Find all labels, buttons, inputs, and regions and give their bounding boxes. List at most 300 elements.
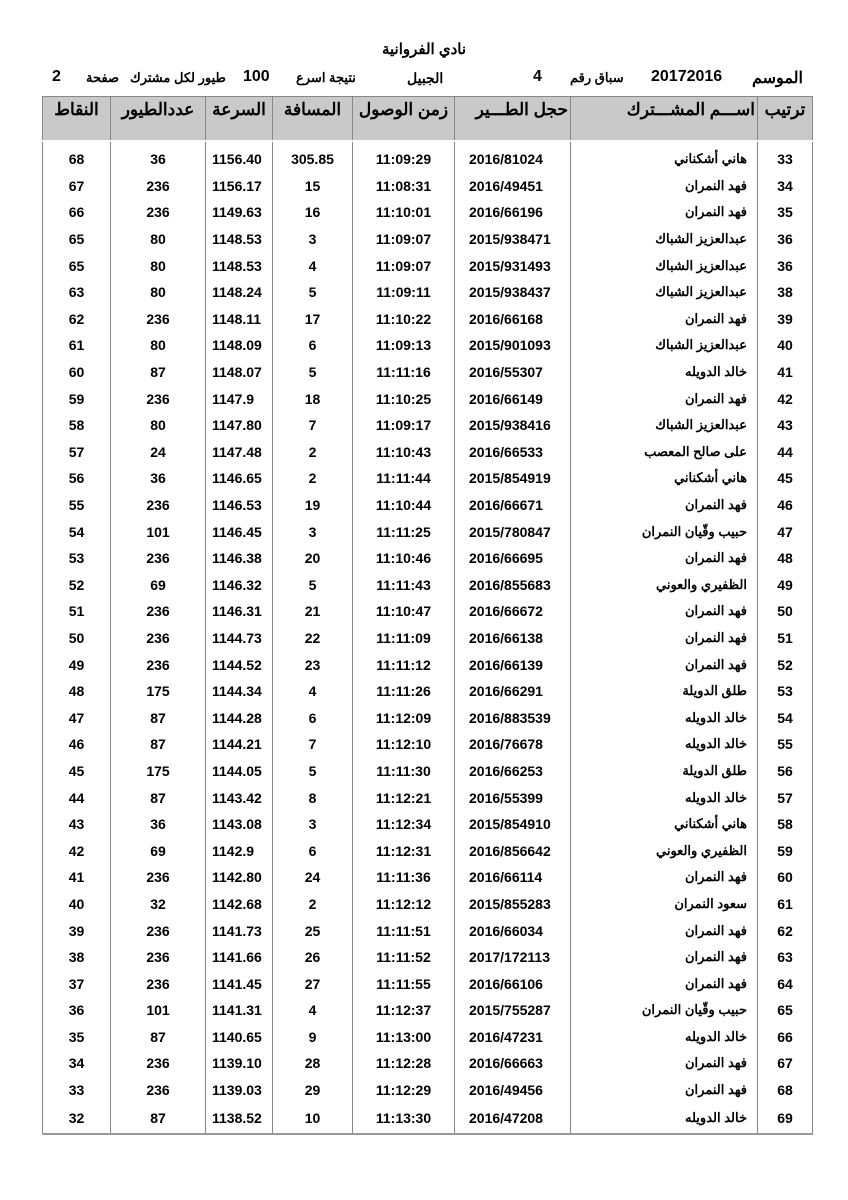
col-ring-number: حجل الطـــير	[455, 97, 571, 142]
rank-cell: 51	[758, 625, 813, 652]
rank-cell: 43	[758, 412, 813, 439]
ring-number-cell: 2015/938471	[455, 226, 571, 253]
table-row	[43, 598, 813, 625]
ring-number-cell: 2016/66168	[455, 306, 571, 333]
distance-cell: 29	[273, 1077, 353, 1104]
rank-cell: 44	[758, 439, 813, 466]
ring-number-cell: 2015/938437	[455, 279, 571, 306]
points-cell: 34	[43, 1050, 111, 1077]
points-cell: 54	[43, 518, 111, 545]
arrival-time-cell: 11:11:12	[353, 651, 455, 678]
arrival-time-cell: 11:12:37	[353, 997, 455, 1024]
bird-count-cell: 87	[111, 784, 206, 811]
distance-cell: 28	[273, 1050, 353, 1077]
speed-cell: 1139.10	[206, 1050, 273, 1077]
ring-number-cell: 2016/66671	[455, 492, 571, 519]
col-speed: السرعة	[206, 97, 273, 142]
speed-cell: 1139.03	[206, 1077, 273, 1104]
rank-cell: 49	[758, 572, 813, 599]
club-name: نادي الفروانية	[381, 41, 467, 58]
arrival-time-cell: 11:12:21	[353, 784, 455, 811]
arrival-time-cell: 11:12:10	[353, 731, 455, 758]
distance-cell: 16	[273, 199, 353, 226]
member-name-cell: عبدالعزيز الشباك	[571, 332, 758, 359]
rank-cell: 35	[758, 199, 813, 226]
table-row	[43, 146, 813, 173]
points-cell: 45	[43, 758, 111, 785]
table-row	[43, 332, 813, 359]
distance-cell: 26	[273, 944, 353, 971]
arrival-time-cell: 11:10:25	[353, 385, 455, 412]
distance-cell: 305.85	[273, 146, 353, 173]
points-cell: 55	[43, 492, 111, 519]
rank-cell: 48	[758, 545, 813, 572]
speed-cell: 1141.31	[206, 997, 273, 1024]
bird-count-cell: 236	[111, 917, 206, 944]
member-name-cell: فهد النمران	[571, 1077, 758, 1104]
ring-number-cell: 2016/66253	[455, 758, 571, 785]
speed-cell: 1148.53	[206, 226, 273, 253]
member-name-cell: فهد النمران	[571, 651, 758, 678]
race-number: 4	[533, 68, 542, 85]
points-cell: 53	[43, 545, 111, 572]
table-row	[43, 199, 813, 226]
distance-cell: 19	[273, 492, 353, 519]
speed-cell: 1143.08	[206, 811, 273, 838]
rank-cell: 69	[758, 1103, 813, 1134]
speed-cell: 1144.73	[206, 625, 273, 652]
distance-cell: 7	[273, 731, 353, 758]
member-name-cell: فهد النمران	[571, 917, 758, 944]
rank-cell: 54	[758, 704, 813, 731]
speed-cell: 1141.73	[206, 917, 273, 944]
arrival-time-cell: 11:11:09	[353, 625, 455, 652]
arrival-time-cell: 11:09:07	[353, 252, 455, 279]
member-name-cell: حبيب وقّيان النمران	[571, 518, 758, 545]
rank-cell: 64	[758, 970, 813, 997]
rank-cell: 68	[758, 1077, 813, 1104]
member-name-cell: هاني أشكناني	[571, 811, 758, 838]
arrival-time-cell: 11:11:25	[353, 518, 455, 545]
bird-count-cell: 87	[111, 359, 206, 386]
season-label: الموسم	[752, 70, 803, 87]
member-name-cell: فهد النمران	[571, 1050, 758, 1077]
member-name-cell: فهد النمران	[571, 306, 758, 333]
bird-count-cell: 69	[111, 572, 206, 599]
table-row	[43, 784, 813, 811]
member-name-cell: عبدالعزيز الشباك	[571, 226, 758, 253]
arrival-time-cell: 11:10:01	[353, 199, 455, 226]
member-name-cell: فهد النمران	[571, 385, 758, 412]
member-name-cell: فهد النمران	[571, 199, 758, 226]
member-name-cell: فهد النمران	[571, 944, 758, 971]
rank-cell: 33	[758, 146, 813, 173]
ring-number-cell: 2015/854919	[455, 465, 571, 492]
member-name-cell: فهد النمران	[571, 625, 758, 652]
points-cell: 62	[43, 306, 111, 333]
member-name-cell: فهد النمران	[571, 173, 758, 200]
rank-cell: 58	[758, 811, 813, 838]
member-name-cell: عبدالعزيز الشباك	[571, 412, 758, 439]
table-row	[43, 651, 813, 678]
speed-cell: 1146.53	[206, 492, 273, 519]
arrival-time-cell: 11:10:46	[353, 545, 455, 572]
bird-count-cell: 175	[111, 678, 206, 705]
speed-cell: 1144.28	[206, 704, 273, 731]
speed-cell: 1144.05	[206, 758, 273, 785]
bird-count-cell: 80	[111, 226, 206, 253]
table-row	[43, 970, 813, 997]
bird-count-cell: 80	[111, 279, 206, 306]
speed-cell: 1142.9	[206, 837, 273, 864]
bird-count-cell: 236	[111, 385, 206, 412]
member-name-cell: خالد الدويله	[571, 784, 758, 811]
points-cell: 67	[43, 173, 111, 200]
speed-cell: 1147.48	[206, 439, 273, 466]
fastest-value: 100	[243, 68, 270, 85]
ring-number-cell: 2016/66533	[455, 439, 571, 466]
rank-cell: 55	[758, 731, 813, 758]
points-cell: 56	[43, 465, 111, 492]
member-name-cell: على صالح المعصب	[571, 439, 758, 466]
bird-count-cell: 69	[111, 837, 206, 864]
member-name-cell: هاني أشكناني	[571, 465, 758, 492]
bird-count-cell: 236	[111, 545, 206, 572]
speed-cell: 1149.63	[206, 199, 273, 226]
bird-count-cell: 236	[111, 970, 206, 997]
table-row	[43, 252, 813, 279]
ring-number-cell: 2016/55399	[455, 784, 571, 811]
member-name-cell: هاني أشكناني	[571, 146, 758, 173]
race-location: الجبيل	[407, 70, 444, 86]
distance-cell: 18	[273, 385, 353, 412]
arrival-time-cell: 11:11:43	[353, 572, 455, 599]
points-cell: 59	[43, 385, 111, 412]
member-name-cell: فهد النمران	[571, 970, 758, 997]
bird-count-cell: 236	[111, 173, 206, 200]
bird-count-cell: 236	[111, 651, 206, 678]
rank-cell: 41	[758, 359, 813, 386]
member-name-cell: الظفيري والعوني	[571, 837, 758, 864]
speed-cell: 1141.45	[206, 970, 273, 997]
distance-cell: 4	[273, 252, 353, 279]
distance-cell: 6	[273, 332, 353, 359]
points-cell: 42	[43, 837, 111, 864]
ring-number-cell: 2015/854910	[455, 811, 571, 838]
speed-cell: 1140.65	[206, 1024, 273, 1051]
table-row	[43, 1024, 813, 1051]
points-cell: 58	[43, 412, 111, 439]
arrival-time-cell: 11:12:09	[353, 704, 455, 731]
arrival-time-cell: 11:12:29	[353, 1077, 455, 1104]
table-row	[43, 359, 813, 386]
ring-number-cell: 2015/901093	[455, 332, 571, 359]
arrival-time-cell: 11:11:16	[353, 359, 455, 386]
bird-count-cell: 236	[111, 944, 206, 971]
table-row	[43, 625, 813, 652]
distance-cell: 17	[273, 306, 353, 333]
arrival-time-cell: 11:13:30	[353, 1103, 455, 1134]
speed-cell: 1148.11	[206, 306, 273, 333]
table-row	[43, 439, 813, 466]
table-row	[43, 891, 813, 918]
member-name-cell: طلق الدويلة	[571, 678, 758, 705]
arrival-time-cell: 11:11:26	[353, 678, 455, 705]
ring-number-cell: 2015/938416	[455, 412, 571, 439]
member-name-cell: عبدالعزيز الشباك	[571, 279, 758, 306]
bird-count-cell: 87	[111, 1103, 206, 1134]
arrival-time-cell: 11:09:13	[353, 332, 455, 359]
distance-cell: 8	[273, 784, 353, 811]
arrival-time-cell: 11:11:55	[353, 970, 455, 997]
points-cell: 43	[43, 811, 111, 838]
speed-cell: 1141.66	[206, 944, 273, 971]
member-name-cell: فهد النمران	[571, 864, 758, 891]
arrival-time-cell: 11:12:12	[353, 891, 455, 918]
rank-cell: 53	[758, 678, 813, 705]
table-row	[43, 465, 813, 492]
ring-number-cell: 2016/855683	[455, 572, 571, 599]
col-member-name: اســـم المشـــترك	[571, 97, 758, 142]
distance-cell: 7	[273, 412, 353, 439]
rank-cell: 67	[758, 1050, 813, 1077]
points-cell: 49	[43, 651, 111, 678]
table-row	[43, 412, 813, 439]
ring-number-cell: 2016/883539	[455, 704, 571, 731]
arrival-time-cell: 11:09:17	[353, 412, 455, 439]
ring-number-cell: 2016/47208	[455, 1103, 571, 1134]
arrival-time-cell: 11:10:44	[353, 492, 455, 519]
points-cell: 38	[43, 944, 111, 971]
page-label: صفحة	[86, 70, 119, 85]
distance-cell: 6	[273, 837, 353, 864]
table-row	[43, 811, 813, 838]
distance-cell: 5	[273, 572, 353, 599]
rank-cell: 60	[758, 864, 813, 891]
race-label: سباق رقم	[570, 70, 624, 85]
points-cell: 61	[43, 332, 111, 359]
points-cell: 65	[43, 252, 111, 279]
table-row	[43, 279, 813, 306]
distance-cell: 23	[273, 651, 353, 678]
member-name-cell: خالد الدويله	[571, 359, 758, 386]
rank-cell: 36	[758, 252, 813, 279]
rank-cell: 45	[758, 465, 813, 492]
distance-cell: 6	[273, 704, 353, 731]
ring-number-cell: 2016/66034	[455, 917, 571, 944]
distance-cell: 5	[273, 279, 353, 306]
points-cell: 50	[43, 625, 111, 652]
arrival-time-cell: 11:10:43	[353, 439, 455, 466]
bird-count-cell: 236	[111, 625, 206, 652]
ring-number-cell: 2016/55307	[455, 359, 571, 386]
distance-cell: 2	[273, 465, 353, 492]
points-cell: 65	[43, 226, 111, 253]
points-cell: 46	[43, 731, 111, 758]
page-number: 2	[52, 68, 61, 85]
rank-cell: 38	[758, 279, 813, 306]
table-row	[43, 1077, 813, 1104]
speed-cell: 1146.38	[206, 545, 273, 572]
ring-number-cell: 2016/66695	[455, 545, 571, 572]
table-row	[43, 492, 813, 519]
ring-number-cell: 2016/49451	[455, 173, 571, 200]
distance-cell: 5	[273, 359, 353, 386]
bird-count-cell: 80	[111, 412, 206, 439]
distance-cell: 27	[273, 970, 353, 997]
table-row	[43, 917, 813, 944]
bird-count-cell: 101	[111, 997, 206, 1024]
distance-cell: 3	[273, 811, 353, 838]
table-row	[43, 1050, 813, 1077]
distance-cell: 5	[273, 758, 353, 785]
distance-cell: 4	[273, 997, 353, 1024]
table-row	[43, 704, 813, 731]
points-cell: 48	[43, 678, 111, 705]
results-table	[42, 96, 813, 1135]
arrival-time-cell: 11:11:44	[353, 465, 455, 492]
arrival-time-cell: 11:10:47	[353, 598, 455, 625]
distance-cell: 9	[273, 1024, 353, 1051]
table-row	[43, 731, 813, 758]
distance-cell: 25	[273, 917, 353, 944]
rank-cell: 50	[758, 598, 813, 625]
speed-cell: 1147.9	[206, 385, 273, 412]
rank-cell: 36	[758, 226, 813, 253]
rank-cell: 66	[758, 1024, 813, 1051]
points-cell: 35	[43, 1024, 111, 1051]
table-row	[43, 306, 813, 333]
ring-number-cell: 2016/49456	[455, 1077, 571, 1104]
speed-cell: 1156.17	[206, 173, 273, 200]
ring-number-cell: 2017/172113	[455, 944, 571, 971]
table-row	[43, 545, 813, 572]
distance-cell: 15	[273, 173, 353, 200]
ring-number-cell: 2015/755287	[455, 997, 571, 1024]
speed-cell: 1148.09	[206, 332, 273, 359]
ring-number-cell: 2016/81024	[455, 146, 571, 173]
table-row	[43, 1103, 813, 1134]
member-name-cell: خالد الدويله	[571, 731, 758, 758]
ring-number-cell: 2016/76678	[455, 731, 571, 758]
arrival-time-cell: 11:08:31	[353, 173, 455, 200]
bird-count-cell: 101	[111, 518, 206, 545]
speed-cell: 1146.31	[206, 598, 273, 625]
col-arrival-time: زمن الوصول	[353, 97, 455, 142]
points-cell: 68	[43, 146, 111, 173]
bird-count-cell: 236	[111, 864, 206, 891]
ring-number-cell: 2016/66114	[455, 864, 571, 891]
arrival-time-cell: 11:13:00	[353, 1024, 455, 1051]
bird-count-cell: 236	[111, 1050, 206, 1077]
points-cell: 52	[43, 572, 111, 599]
arrival-time-cell: 11:09:11	[353, 279, 455, 306]
member-name-cell: حبيب وقّيان النمران	[571, 997, 758, 1024]
bird-count-cell: 24	[111, 439, 206, 466]
table-row	[43, 385, 813, 412]
distance-cell: 10	[273, 1103, 353, 1134]
bird-count-cell: 80	[111, 332, 206, 359]
speed-cell: 1144.52	[206, 651, 273, 678]
table-row	[43, 944, 813, 971]
rank-cell: 42	[758, 385, 813, 412]
points-cell: 33	[43, 1077, 111, 1104]
arrival-time-cell: 11:11:52	[353, 944, 455, 971]
arrival-time-cell: 11:12:28	[353, 1050, 455, 1077]
speed-cell: 1148.24	[206, 279, 273, 306]
rank-cell: 65	[758, 997, 813, 1024]
bird-count-cell: 87	[111, 731, 206, 758]
speed-cell: 1146.32	[206, 572, 273, 599]
points-cell: 36	[43, 997, 111, 1024]
speed-cell: 1144.21	[206, 731, 273, 758]
rank-cell: 47	[758, 518, 813, 545]
points-cell: 41	[43, 864, 111, 891]
rank-cell: 59	[758, 837, 813, 864]
fastest-label: نتيجة اسرع	[296, 70, 356, 85]
distance-cell: 3	[273, 518, 353, 545]
ring-number-cell: 2016/66663	[455, 1050, 571, 1077]
distance-cell: 22	[273, 625, 353, 652]
rank-cell: 61	[758, 891, 813, 918]
ring-number-cell: 2015/855283	[455, 891, 571, 918]
member-name-cell: خالد الدويله	[571, 1024, 758, 1051]
bird-count-cell: 175	[111, 758, 206, 785]
member-name-cell: فهد النمران	[571, 492, 758, 519]
member-name-cell: فهد النمران	[571, 598, 758, 625]
rank-cell: 56	[758, 758, 813, 785]
member-name-cell: الظفيري والعوني	[571, 572, 758, 599]
ring-number-cell: 2016/856642	[455, 837, 571, 864]
table-row	[43, 864, 813, 891]
speed-cell: 1144.34	[206, 678, 273, 705]
table-header	[43, 97, 813, 142]
table-row	[43, 837, 813, 864]
speed-cell: 1146.65	[206, 465, 273, 492]
distance-cell: 24	[273, 864, 353, 891]
speed-cell: 1146.45	[206, 518, 273, 545]
rank-cell: 57	[758, 784, 813, 811]
bird-count-cell: 236	[111, 306, 206, 333]
arrival-time-cell: 11:11:51	[353, 917, 455, 944]
distance-cell: 4	[273, 678, 353, 705]
rank-cell: 52	[758, 651, 813, 678]
speed-cell: 1142.80	[206, 864, 273, 891]
bird-count-cell: 32	[111, 891, 206, 918]
ring-number-cell: 2016/66196	[455, 199, 571, 226]
table-row	[43, 226, 813, 253]
distance-cell: 2	[273, 891, 353, 918]
col-rank: ترتيب	[758, 97, 813, 142]
table-row	[43, 518, 813, 545]
points-cell: 66	[43, 199, 111, 226]
points-cell: 37	[43, 970, 111, 997]
bird-count-cell: 87	[111, 704, 206, 731]
points-cell: 44	[43, 784, 111, 811]
ring-number-cell: 2015/931493	[455, 252, 571, 279]
points-cell: 39	[43, 917, 111, 944]
bird-count-cell: 236	[111, 492, 206, 519]
points-cell: 40	[43, 891, 111, 918]
speed-cell: 1156.40	[206, 146, 273, 173]
member-name-cell: طلق الدويلة	[571, 758, 758, 785]
member-name-cell: عبدالعزيز الشباك	[571, 252, 758, 279]
arrival-time-cell: 11:11:30	[353, 758, 455, 785]
speed-cell: 1148.07	[206, 359, 273, 386]
table-row	[43, 173, 813, 200]
per-member-label: طيور لكل مشترك	[130, 70, 226, 85]
rank-cell: 62	[758, 917, 813, 944]
